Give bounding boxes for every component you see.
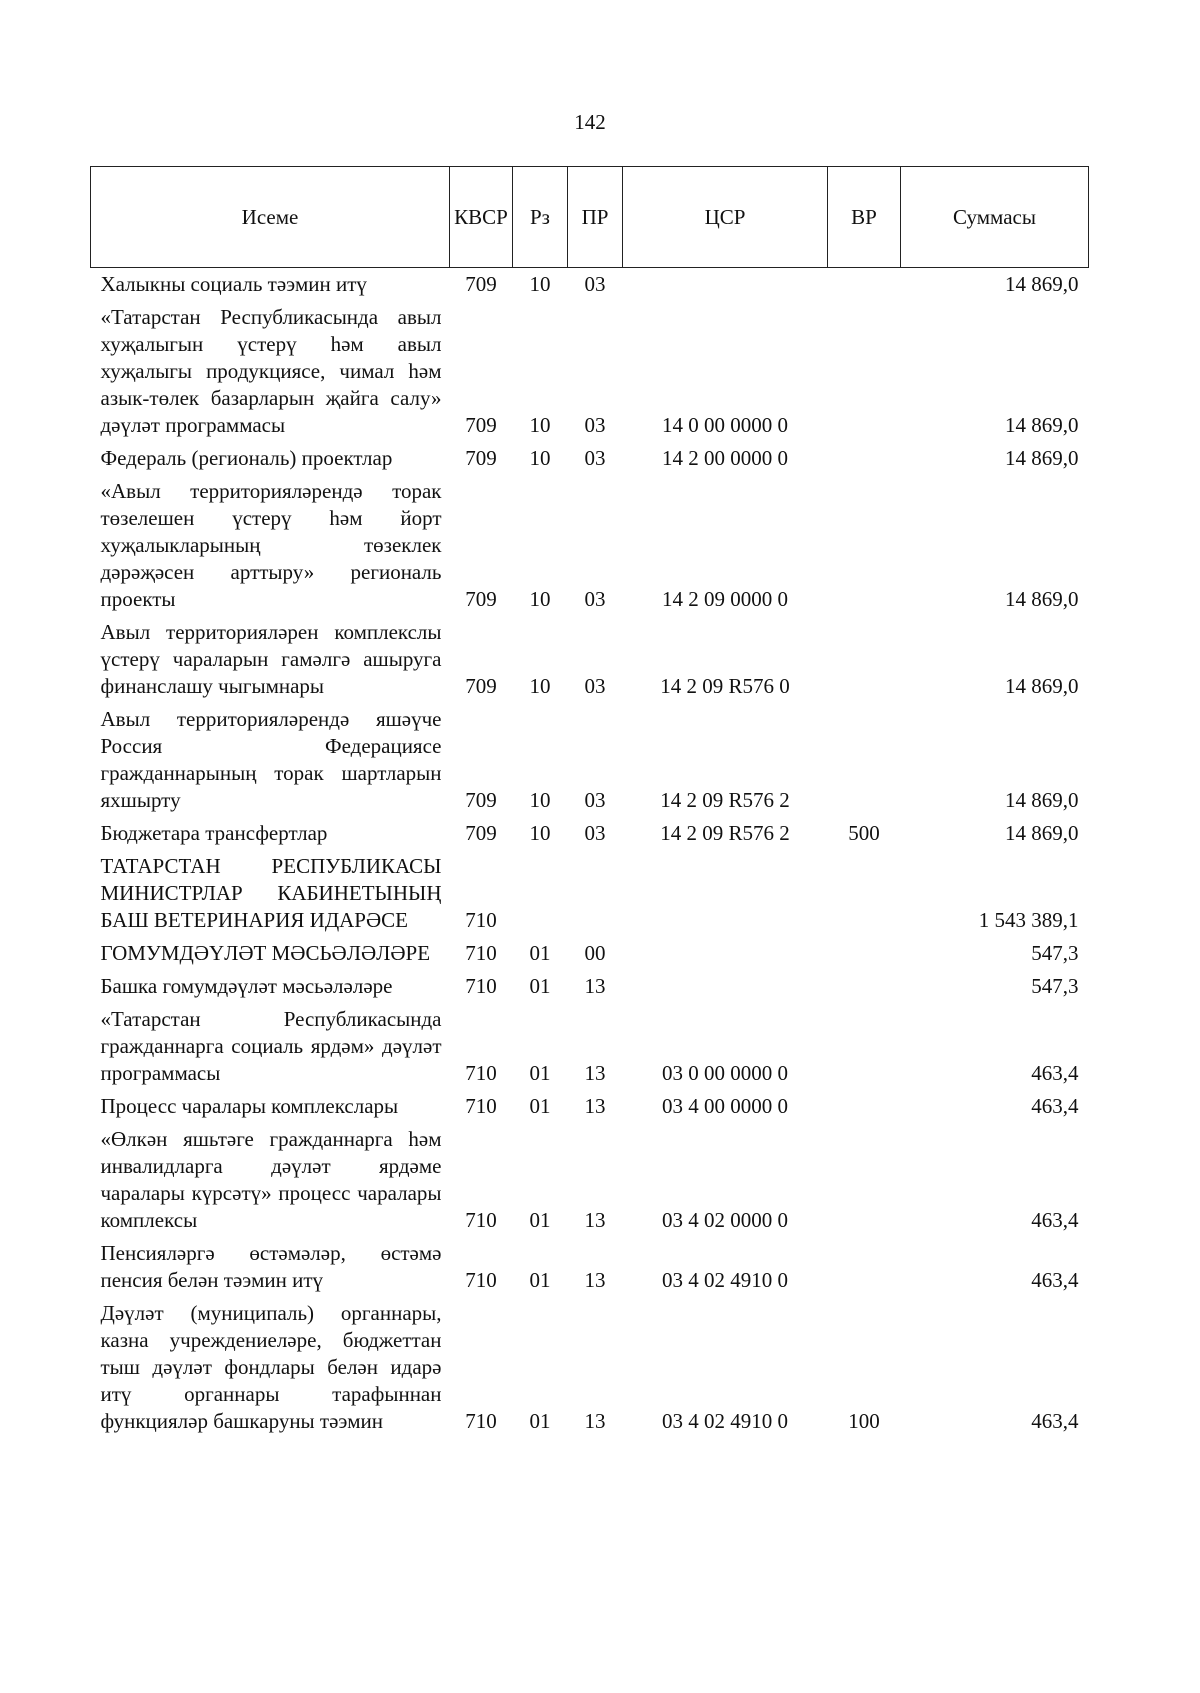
cell-vr [828, 300, 901, 441]
cell-rz: 10 [529, 587, 551, 611]
cell-kvsr: 710 [465, 941, 497, 965]
header-sum: Суммасы [901, 167, 1089, 268]
cell-csr: 03 4 02 4910 0 [662, 1409, 788, 1433]
table-row [91, 268, 1089, 301]
cell-kvsr: 710 [465, 1061, 497, 1085]
cell-pr: 13 [584, 1268, 606, 1292]
header-kvsr: КВСР [450, 167, 513, 268]
cell-pr: 03 [584, 674, 606, 698]
cell-csr: 14 2 09 0000 0 [662, 587, 788, 611]
table-row [91, 1089, 1089, 1122]
cell-rz: 10 [529, 821, 551, 845]
cell-pr: 13 [584, 1208, 606, 1232]
cell-name: Башка гомумдәүләт мәсьәләләре [100, 974, 393, 998]
cell-name: Пенсияләргә өстәмәләр, өстәмә пенсия белән тәэмин итү [100, 1241, 442, 1292]
cell-sum: 14 869,0 [1005, 272, 1079, 296]
cell-sum: 14 869,0 [1005, 446, 1079, 470]
cell-rz: 01 [529, 1061, 551, 1085]
cell-vr [828, 1089, 901, 1122]
cell-sum: 14 869,0 [1005, 821, 1079, 845]
table-row [91, 1122, 1089, 1236]
cell-vr: 100 [848, 1409, 880, 1433]
header-rz: Рз [513, 167, 568, 268]
cell-rz: 10 [529, 272, 551, 296]
cell-pr: 13 [584, 974, 606, 998]
cell-pr: 03 [584, 587, 606, 611]
cell-kvsr: 709 [465, 446, 497, 470]
cell-pr: 03 [584, 788, 606, 812]
cell-name: Халыкны социаль тәэмин итү [100, 272, 367, 296]
cell-csr: 14 2 09 R576 2 [660, 821, 790, 845]
cell-rz: 10 [529, 788, 551, 812]
cell-pr: 13 [584, 1061, 606, 1085]
cell-kvsr: 709 [465, 272, 497, 296]
cell-vr [828, 1236, 901, 1296]
cell-sum: 1 543 389,1 [978, 908, 1079, 932]
cell-sum: 463,4 [1031, 1208, 1079, 1232]
cell-csr: 03 0 00 0000 0 [662, 1061, 788, 1085]
cell-csr: 14 0 00 0000 0 [662, 413, 788, 437]
table-row [91, 969, 1089, 1002]
cell-sum: 463,4 [1031, 1409, 1079, 1433]
header-csr: ЦСР [623, 167, 828, 268]
cell-kvsr: 710 [465, 1409, 497, 1433]
cell-csr: 14 2 09 R576 0 [660, 674, 790, 698]
cell-csr: 03 4 02 0000 0 [662, 1208, 788, 1232]
table-header [91, 167, 1089, 268]
cell-sum: 463,4 [1031, 1061, 1079, 1085]
cell-name: Бюджетара трансфертлар [100, 821, 328, 845]
cell-rz: 01 [529, 1208, 551, 1232]
cell-csr [623, 936, 828, 969]
cell-kvsr: 710 [465, 1208, 497, 1232]
cell-csr: 03 4 02 4910 0 [662, 1268, 788, 1292]
cell-kvsr: 710 [465, 1268, 497, 1292]
cell-rz: 01 [529, 1268, 551, 1292]
cell-pr: 13 [584, 1094, 606, 1118]
cell-vr [828, 474, 901, 615]
cell-pr: 03 [584, 413, 606, 437]
cell-sum: 14 869,0 [1005, 587, 1079, 611]
cell-vr [828, 615, 901, 702]
cell-vr [828, 936, 901, 969]
cell-sum: 463,4 [1031, 1268, 1079, 1292]
cell-rz: 01 [529, 1094, 551, 1118]
cell-name: «Татарстан Республикасында гражданнарга социаль ярдәм» дәүләт программасы [100, 1007, 442, 1085]
table-row [91, 615, 1089, 702]
cell-name: ГОМУМДӘҮЛӘТ МӘСЬӘЛӘЛӘРЕ [100, 941, 431, 965]
cell-name: Процесс чаралары комплекслары [100, 1094, 399, 1118]
cell-vr [828, 268, 901, 301]
cell-kvsr: 709 [465, 788, 497, 812]
table-row [91, 300, 1089, 441]
cell-vr [828, 1122, 901, 1236]
cell-rz: 10 [529, 446, 551, 470]
cell-vr [828, 1002, 901, 1089]
cell-kvsr: 709 [465, 674, 497, 698]
cell-sum: 14 869,0 [1005, 674, 1079, 698]
cell-csr: 03 4 00 0000 0 [662, 1094, 788, 1118]
cell-kvsr: 709 [465, 821, 497, 845]
cell-vr [828, 441, 901, 474]
cell-pr: 03 [584, 446, 606, 470]
page-number: 142 [574, 110, 606, 134]
cell-rz: 10 [529, 674, 551, 698]
cell-sum: 14 869,0 [1005, 413, 1079, 437]
cell-rz: 01 [529, 1409, 551, 1433]
cell-sum: 14 869,0 [1005, 788, 1079, 812]
cell-pr: 13 [584, 1409, 606, 1433]
table-row [91, 816, 1089, 849]
cell-name: «Татарстан Республикасында авыл хуҗалыгын үстерү һәм авыл хуҗалыгы продукциясе, чимал һәм азык-төлек базарларын җайга салу» дәүләт программасы [100, 305, 442, 437]
cell-sum: 547,3 [1031, 974, 1079, 998]
cell-sum: 547,3 [1031, 941, 1079, 965]
cell-name: Авыл территорияләрендә яшәүче Россия Федерациясе гражданнарының торак шартларын яхшырту [100, 707, 442, 812]
cell-name: «Өлкән яшьтәге гражданнарга һәм инвалидларга дәүләт ярдәме чаралары күрсәтү» процесс чаралары комплексы [100, 1127, 442, 1232]
cell-csr [623, 969, 828, 1002]
cell-name: «Авыл территорияләрендә торак төзелешен үстерү һәм йорт хуҗалыкларының төзеклек дәрәҗәсен арттыру» региональ проекты [100, 479, 442, 611]
table-row [91, 702, 1089, 816]
table-row [91, 441, 1089, 474]
cell-kvsr: 709 [465, 413, 497, 437]
cell-rz: 01 [529, 941, 551, 965]
table-row [91, 1002, 1089, 1089]
cell-kvsr: 710 [465, 1094, 497, 1118]
cell-csr [623, 268, 828, 301]
cell-name: Федераль (региональ) проектлар [100, 446, 393, 470]
cell-pr: 00 [584, 941, 606, 965]
cell-pr: 03 [584, 272, 606, 296]
cell-csr: 14 2 00 0000 0 [662, 446, 788, 470]
budget-table [90, 166, 1089, 1437]
cell-vr [828, 849, 901, 936]
table-row [91, 474, 1089, 615]
cell-sum: 463,4 [1031, 1094, 1079, 1118]
cell-pr [568, 849, 623, 936]
table-body [91, 268, 1089, 1438]
cell-csr: 14 2 09 R576 2 [660, 788, 790, 812]
cell-rz: 01 [529, 974, 551, 998]
cell-vr [828, 969, 901, 1002]
table-row [91, 1236, 1089, 1296]
table-row [91, 936, 1089, 969]
cell-kvsr: 710 [465, 974, 497, 998]
cell-rz [513, 849, 568, 936]
table-row [91, 849, 1089, 936]
cell-name: Дәүләт (муниципаль) органнары, казна учреждениеләре, бюджеттан тыш дәүләт фондлары белән идарә итү органнары тарафыннан функцияләр башкаруны тәэмин [100, 1301, 442, 1433]
cell-vr: 500 [848, 821, 880, 845]
cell-kvsr: 709 [465, 587, 497, 611]
header-vr: ВР [828, 167, 901, 268]
cell-name: Авыл территорияләрен комплекслы үстерү чараларын гамәлгә ашыруга финанслашу чыгымнары [100, 620, 442, 698]
cell-kvsr: 710 [465, 908, 497, 932]
table-row [91, 1296, 1089, 1437]
header-pr: ПР [568, 167, 623, 268]
header-name: Исеме [91, 167, 450, 268]
cell-name: ТАТАРСТАН РЕСПУБЛИКАСЫ МИНИСТРЛАР КАБИНЕТЫНЫҢ БАШ ВЕТЕРИНАРИЯ ИДАРӘСЕ [100, 854, 442, 932]
cell-csr [623, 849, 828, 936]
cell-vr [828, 702, 901, 816]
cell-pr: 03 [584, 821, 606, 845]
cell-rz: 10 [529, 413, 551, 437]
